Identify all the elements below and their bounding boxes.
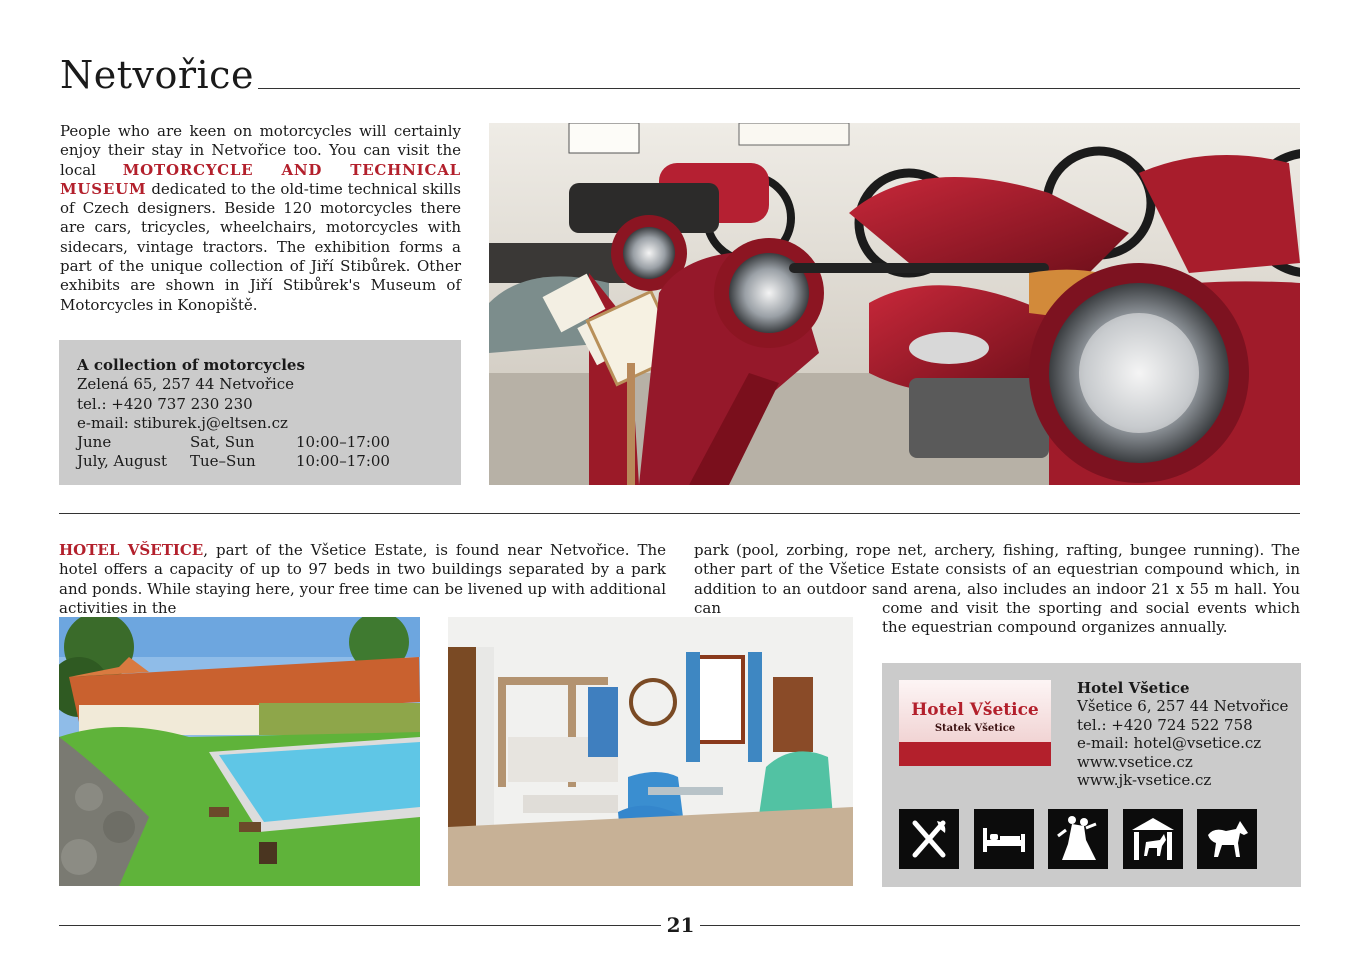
- hotel-contact-title: Hotel Všetice: [1077, 679, 1190, 697]
- hours-time: 10:00–17:00: [296, 433, 390, 452]
- hotel-logo: [899, 680, 1051, 766]
- hotel-highlight: HOTEL VŠETICE: [59, 541, 204, 559]
- museum-address: Zelená 65, 257 44 Netvořice: [77, 375, 295, 394]
- accommodation-bed-icon: [974, 809, 1034, 869]
- hotel-logo-subtitle: Statek Všetice: [934, 723, 1016, 734]
- intro-text-end: dedicated to the old-time technical skills of Czech designers. Beside 120 motorcycles there are cars, tricycles, wheelchairs, motorcycles with sidecars, vintage tractors. The exhibition forms a part of the unique collection of Jiří Stibůrek. Other exhibits are shown in Jiří Stibůrek's Museum of Motorcycles in Konopiště.: [60, 179, 461, 314]
- hours-period: June: [77, 433, 112, 452]
- intro-text-start: People who are keen on motorcycles will certainly enjoy their stay in Netvořice too. You can visit the local: [60, 122, 461, 179]
- museum-highlight: MOTORCYCLE AND TECHNICAL MUSEUM: [60, 160, 461, 198]
- hours-days: Tue–Sun: [190, 452, 256, 471]
- footer-rule-right: [700, 925, 1300, 926]
- museum-contact-box: [59, 340, 461, 485]
- motorcycle-museum-photo: [489, 123, 1300, 485]
- hotel-amenity-icons: [899, 809, 1272, 869]
- intro-paragraph: [60, 122, 461, 315]
- hotel-text-column-2-end: come and visit the sporting and social events which the equestrian compound organizes annually.: [882, 599, 1300, 637]
- museum-contact-title: A collection of motorcycles: [77, 356, 305, 374]
- horse-riding-icon: [1197, 809, 1257, 869]
- hours-period: July, August: [77, 452, 167, 471]
- hotel-website: www.vsetice.cz: [1077, 752, 1193, 771]
- hotel-room-photo: [448, 617, 853, 886]
- page-title: Netvořice: [60, 53, 254, 97]
- hours-time: 10:00–17:00: [296, 452, 390, 471]
- page-number: 21: [666, 913, 695, 937]
- section-divider: [59, 513, 1300, 514]
- hotel-text-part-1: , part of the Všetice Estate, is found near Netvořice. The hotel offers a capacity of up to 97 beds in two buildings separated by a park and ponds. While staying here, your free time can be livened up with additional activities in the: [59, 541, 666, 617]
- hotel-phone: tel.: +420 724 522 758: [1077, 715, 1253, 734]
- footer-rule-left: [59, 925, 661, 926]
- hotel-text-column-1: [59, 541, 666, 618]
- hotel-riding-club-website: www.jk-vsetice.cz: [1077, 771, 1212, 790]
- opening-hours-row: [77, 433, 390, 452]
- restaurant-icon: [899, 809, 959, 869]
- hotel-text-column-2: park (pool, zorbing, rope net, archery, fishing, rafting, bungee running). The other part of the Všetice Estate consists of an equestrian compound which, in addition to an outdoor sand arena, also includes an indoor 21 x 55 m hall. You can: [694, 541, 1300, 617]
- covered-riding-hall-icon: [1123, 809, 1183, 869]
- hours-days: Sat, Sun: [190, 433, 255, 452]
- opening-hours-row: [77, 452, 390, 471]
- museum-email: e-mail: stiburek.j@eltsen.cz: [77, 413, 288, 432]
- hotel-pool-photo: [59, 617, 420, 886]
- hotel-contact-info: [1077, 679, 1288, 789]
- hotel-logo-name: Hotel Všetice: [911, 700, 1039, 720]
- hotel-address: Všetice 6, 257 44 Netvořice: [1077, 697, 1289, 716]
- dancing-icon: [1048, 809, 1108, 869]
- museum-phone: tel.: +420 737 230 230: [77, 394, 253, 413]
- title-rule: [258, 88, 1300, 89]
- hotel-contact-box: [882, 663, 1301, 887]
- hotel-email: e-mail: hotel@vsetice.cz: [1077, 734, 1262, 753]
